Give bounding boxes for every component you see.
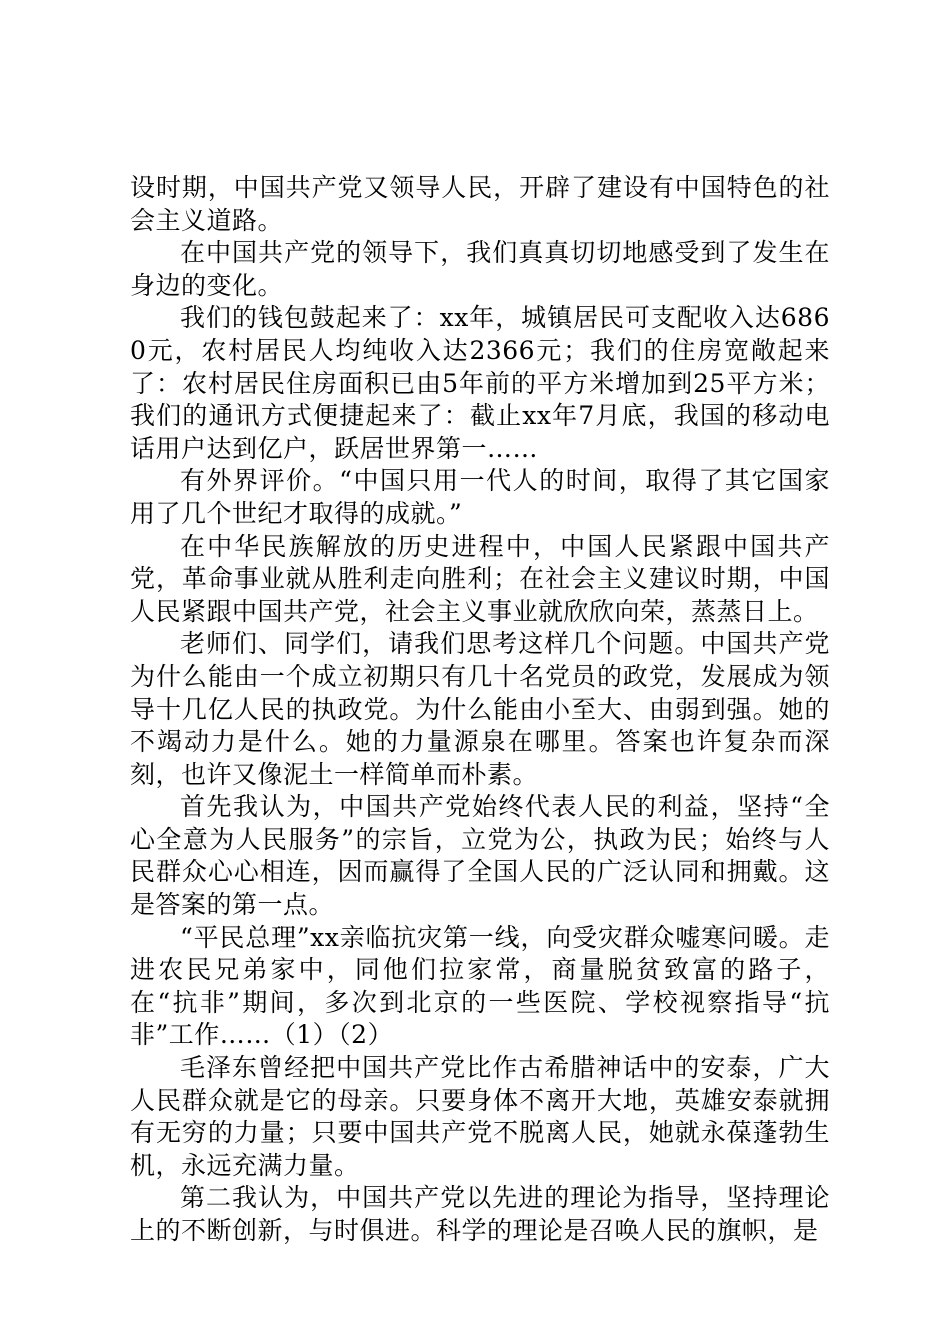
paragraph-5: 在中华民族解放的历史进程中，中国人民紧跟中国共产党，革命事业就从胜利走向胜利；在社会主义建议时期，中国人民紧跟中国共产党，社会主义事业就欣欣向荣，蒸蒸日上。 — [130, 531, 830, 626]
paragraph-4: 有外界评价。“中国只用一代人的时间，取得了其它国家用了几个世纪才取得的成就。” — [130, 466, 830, 528]
paragraph-3: 我们的钱包鼓起来了：xx年，城镇居民可支配收入达6860元，农村居民人均纯收入达2366元；我们的住房宽敞起来了：农村居民住房面积已由5年前的平方米增加到25平方米；我们的通讯方式便捷起来了：截止xx年7月底，我国的移动电话用户达到亿户，跃居世界第一…… — [130, 303, 830, 463]
paragraph-1: 设时期，中国共产党又领导人民，开辟了建设有中国特色的社会主义道路。 — [130, 173, 830, 235]
paragraph-9: 毛泽东曾经把中国共产党比作古希腊神话中的安泰，广大人民群众就是它的母亲。只要身体不离开大地，英雄安泰就拥有无穷的力量；只要中国共产党不脱离人民，她就永葆蓬勃生机，永远充满力量。 — [130, 1053, 830, 1180]
paragraph-2: 在中国共产党的领导下，我们真真切切地感受到了发生在身边的变化。 — [130, 238, 830, 300]
paragraph-8: “平民总理”xx亲临抗灾第一线，向受灾群众嘘寒问暖。走进农民兄弟家中，同他们拉家常，商量脱贫致富的路子，在“抗非”期间，多次到北京的一些医院、学校视察指导“抗非”工作……（1）（2） — [130, 922, 830, 1050]
body-text — [130, 172, 830, 1248]
paragraph-7: 首先我认为，中国共产党始终代表人民的利益，坚持“全心全意为人民服务”的宗旨，立党为公，执政为民；始终与人民群众心心相连，因而赢得了全国人民的广泛认同和拥戴。这是答案的第一点。 — [130, 792, 830, 920]
paragraph-6: 老师们、同学们，请我们思考这样几个问题。中国共产党为什么能由一个成立初期只有几十名党员的政党，发展成为领导十几亿人民的执政党。为什么能由小至大、由弱到强。她的不竭动力是什么。她的力量源泉在哪里。答案也许复杂而深刻，也许又像泥土一样简单而朴素。 — [130, 629, 830, 789]
paragraph-10: 第二我认为，中国共产党以先进的理论为指导，坚持理论上的不断创新，与时俱进。科学的理论是召唤人民的旗帜，是 — [130, 1183, 830, 1245]
